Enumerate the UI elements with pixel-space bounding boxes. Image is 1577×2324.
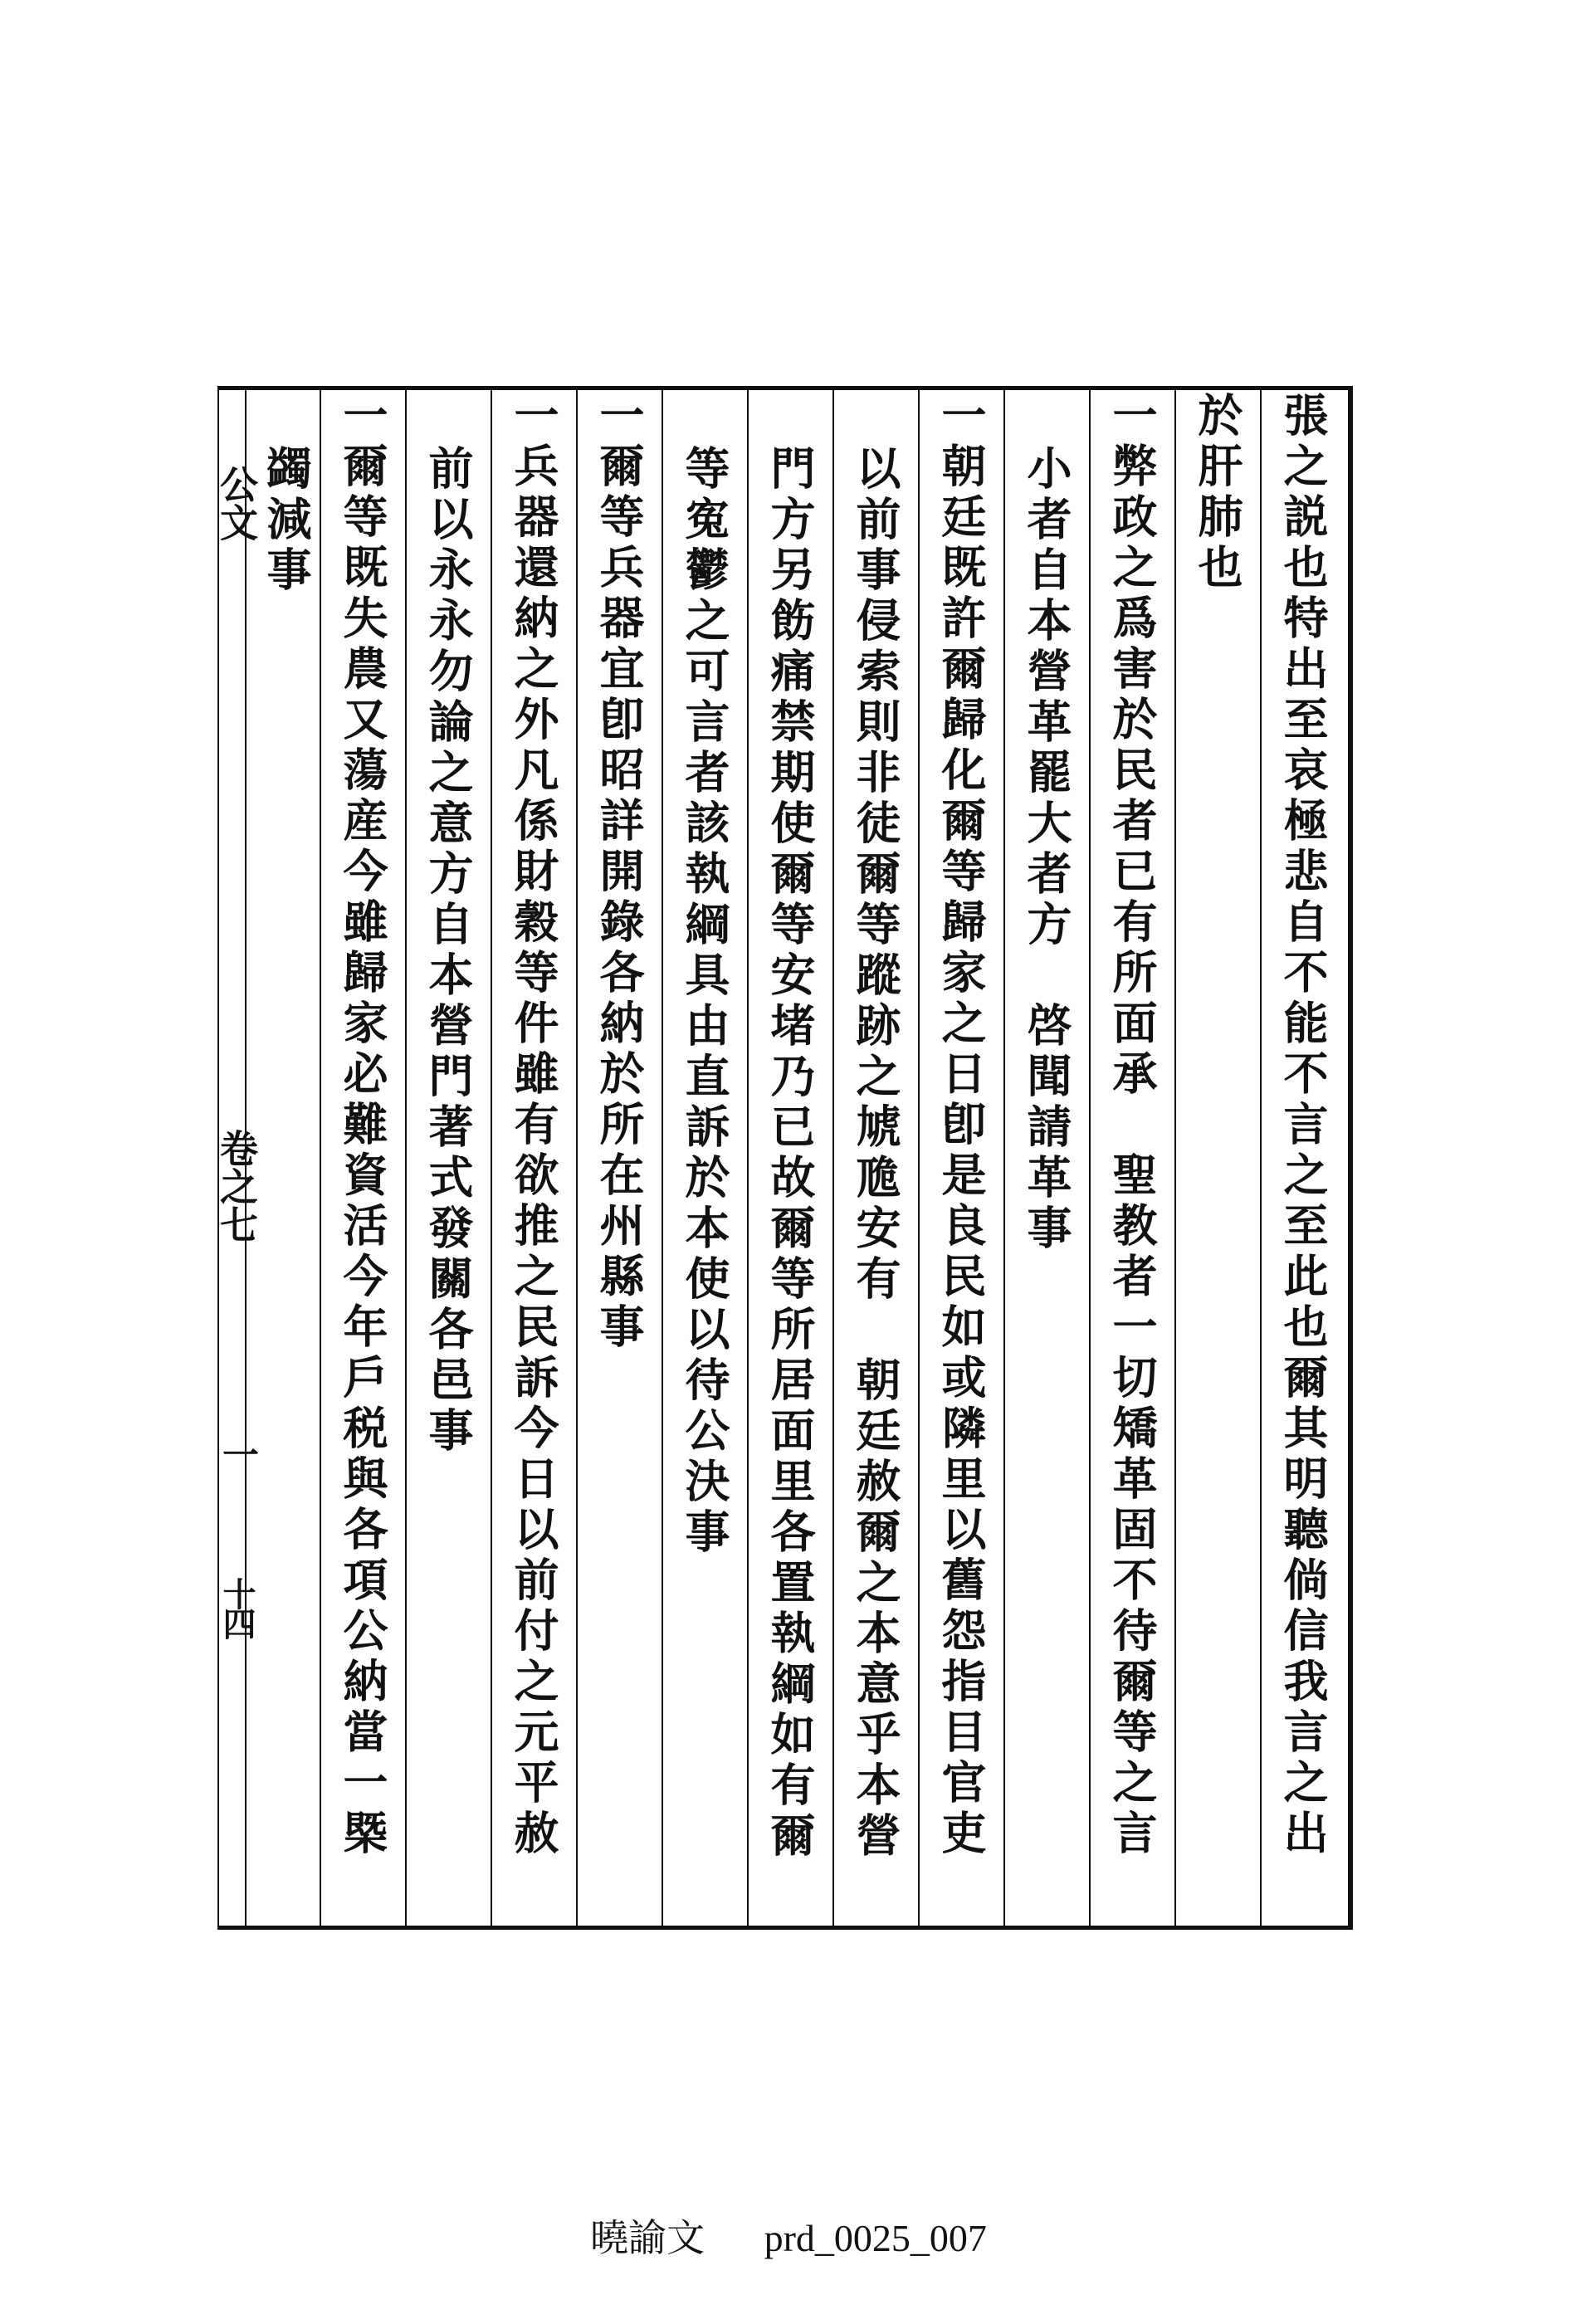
column-rule: [576, 390, 578, 1926]
margin-page-number: 十四: [217, 1577, 256, 1637]
column-rule: [918, 390, 920, 1926]
text-column-12: 一爾等既失農又蕩産今雖歸家必難資活今年戶税與各項公納當一槩: [336, 392, 389, 1860]
column-rule: [320, 390, 321, 1926]
margin-dash: 一: [216, 1436, 258, 1472]
text-column-5: 一朝廷既許爾歸化爾等歸家之日卽是良民如或隣里以舊怨指目官吏: [935, 392, 988, 1860]
column-rule: [662, 390, 663, 1926]
column-rule: [747, 390, 749, 1926]
text-column-4: 小者自本營革罷大者方 啓聞請革事: [1020, 445, 1073, 1255]
margin-strip-lower: [208, 0, 266, 2324]
text-column-7: 門方另飭痛禁期使爾等安堵乃已故爾等所居面里各置執綱如有爾: [764, 445, 817, 1863]
column-rule: [832, 390, 834, 1926]
column-rule: [405, 390, 407, 1926]
text-column-10: 一兵器還納之外凡係財穀等件雖有欲推之民訴今日以前付之元平赦: [507, 392, 560, 1860]
column-rule: [1260, 390, 1262, 1926]
footer-code: prd_0025_007: [764, 2217, 987, 2259]
footer-title: 曉諭文: [590, 2217, 706, 2259]
column-rule: [1174, 390, 1176, 1926]
text-column-1: 張之説也特出至哀極悲自不能不言之至此也爾其明聽倘信我言之出: [1277, 392, 1330, 1860]
column-rule: [1089, 390, 1091, 1926]
text-column-13: 蠲減事: [260, 445, 313, 597]
text-column-11: 前以永永勿論之意方自本營門著式發關各邑事: [422, 445, 475, 1457]
column-rule: [1003, 390, 1005, 1926]
text-column-2: 於肝肺也: [1191, 392, 1244, 594]
margin-category: 公文: [214, 465, 259, 541]
margin-volume: 卷之七: [214, 1129, 259, 1243]
text-column-9: 一爾等兵器宜卽昭詳開錄各納於所在州縣事: [593, 392, 646, 1354]
column-rule: [491, 390, 492, 1926]
text-column-6: 以前事侵索則非徒爾等蹤跡之虓卼安有 朝廷赦爾之本意乎本營: [849, 445, 902, 1863]
text-column-8: 等寃鬱之可言者該執綱具由直訴於本使以待公決事: [678, 445, 731, 1559]
text-column-3: 一弊政之爲害於民者已有所面承 聖教者一切矯革固不待爾等之言: [1106, 392, 1159, 1860]
footer: [0, 2208, 1577, 2263]
